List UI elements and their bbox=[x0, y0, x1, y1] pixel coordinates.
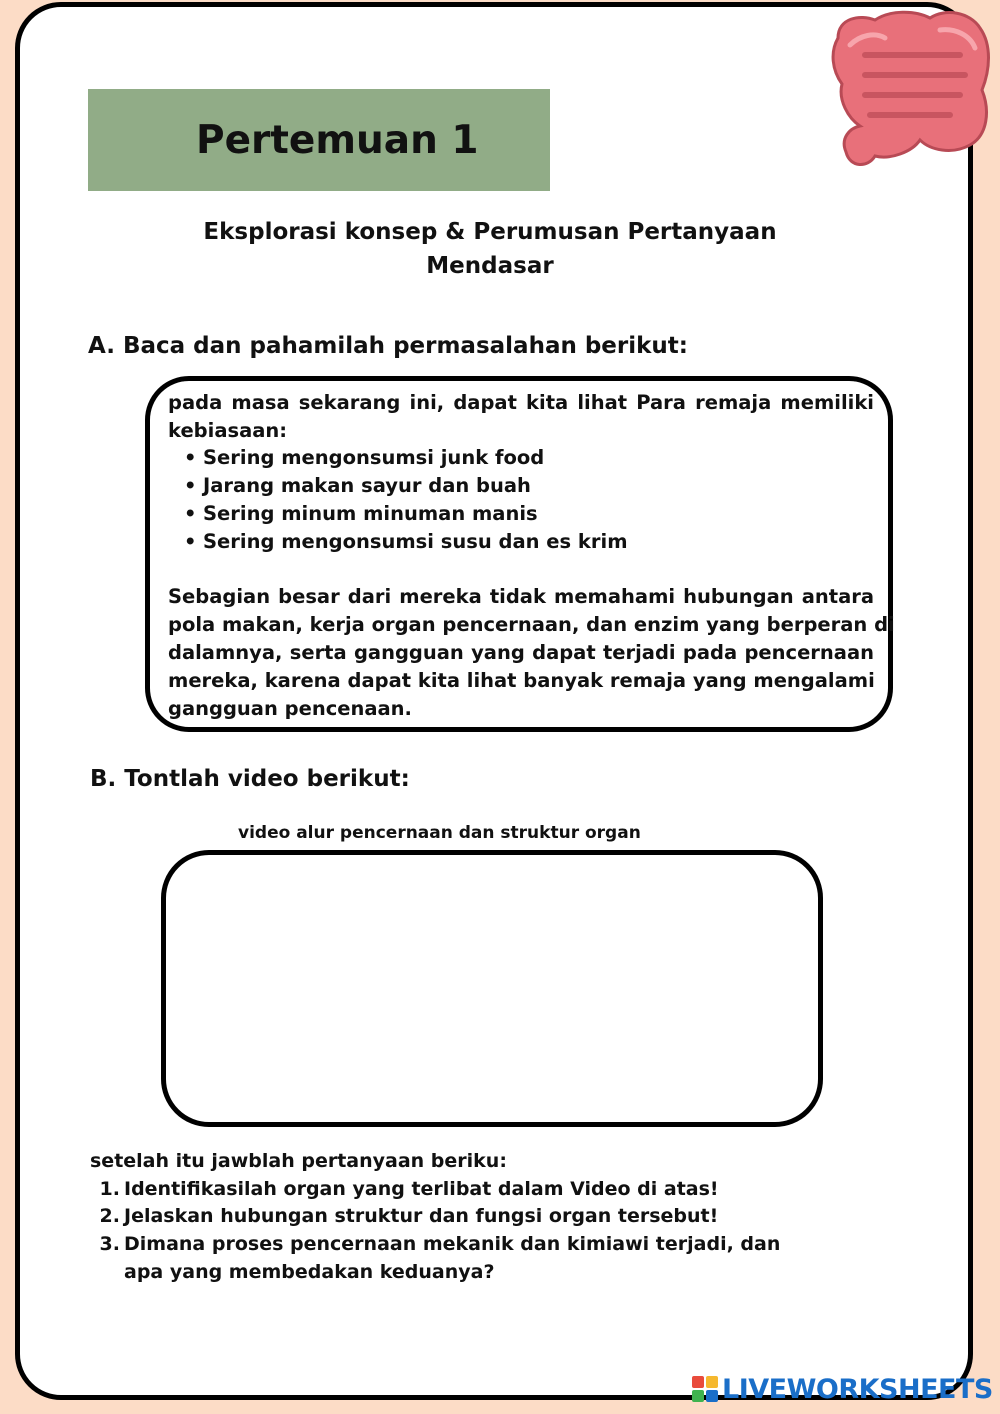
question-number: 1. bbox=[99, 1178, 120, 1200]
list-item-text: Sering mengonsumsi susu dan es krim bbox=[203, 530, 628, 553]
list-item: • Jarang makan sayur dan buah bbox=[184, 474, 531, 497]
problem-paragraph-line: gangguan pencenaan. bbox=[168, 697, 412, 720]
video-label: video alur pencernaan dan struktur organ bbox=[238, 823, 641, 843]
list-item-text: Sering minum minuman manis bbox=[203, 502, 538, 525]
problem-intro-line-1: pada masa sekarang ini, dapat kita lihat Para remaja memiliki bbox=[168, 391, 874, 414]
intestine-icon bbox=[820, 0, 995, 170]
list-item-text: Jarang makan sayur dan buah bbox=[203, 474, 531, 497]
list-item: • Sering mengonsumsi junk food bbox=[184, 446, 545, 469]
section-b-heading: B. Tontlah video berikut: bbox=[90, 766, 410, 792]
watermark-text: LIVEWORKSHEETS bbox=[722, 1373, 993, 1405]
liveworksheets-watermark bbox=[692, 1373, 993, 1405]
problem-intro-line-2: kebiasaan: bbox=[168, 419, 288, 442]
question-text-continued: apa yang membedakan keduanya? bbox=[124, 1261, 495, 1283]
list-item: • Sering mengonsumsi susu dan es krim bbox=[184, 530, 628, 553]
problem-paragraph-line: mereka, karena dapat kita lihat banyak remaja yang mengalami bbox=[168, 669, 875, 692]
question-number: 2. bbox=[99, 1205, 120, 1227]
subtitle-line-1: Eksplorasi konsep & Perumusan Pertanyaan bbox=[203, 219, 777, 245]
questions-intro: setelah itu jawblah pertanyaan beriku: bbox=[90, 1150, 507, 1172]
section-a-heading: A. Baca dan pahamilah permasalahan berikut: bbox=[88, 333, 688, 359]
list-item-text: Sering mengonsumsi junk food bbox=[203, 446, 545, 469]
question-text: Dimana proses pencernaan mekanik dan kimiawi terjadi, dan bbox=[124, 1233, 781, 1255]
page-title: Pertemuan 1 bbox=[196, 118, 479, 163]
problem-paragraph-line: Sebagian besar dari mereka tidak memahami hubungan antara bbox=[168, 585, 874, 608]
problem-paragraph-line: pola makan, kerja organ pencernaan, dan enzim yang berperan di bbox=[168, 613, 895, 636]
video-player[interactable] bbox=[161, 850, 823, 1127]
question-text: Jelaskan hubungan struktur dan fungsi organ tersebut! bbox=[124, 1205, 719, 1227]
list-item: • Sering minum minuman manis bbox=[184, 502, 538, 525]
question-text: Identifikasilah organ yang terlibat dalam Video di atas! bbox=[124, 1178, 719, 1200]
problem-paragraph-line: dalamnya, serta gangguan yang dapat terjadi pada pencernaan bbox=[168, 641, 874, 664]
question-number: 3. bbox=[99, 1233, 120, 1255]
liveworksheets-logo-icon bbox=[692, 1376, 718, 1402]
subtitle-line-2: Mendasar bbox=[426, 253, 554, 279]
